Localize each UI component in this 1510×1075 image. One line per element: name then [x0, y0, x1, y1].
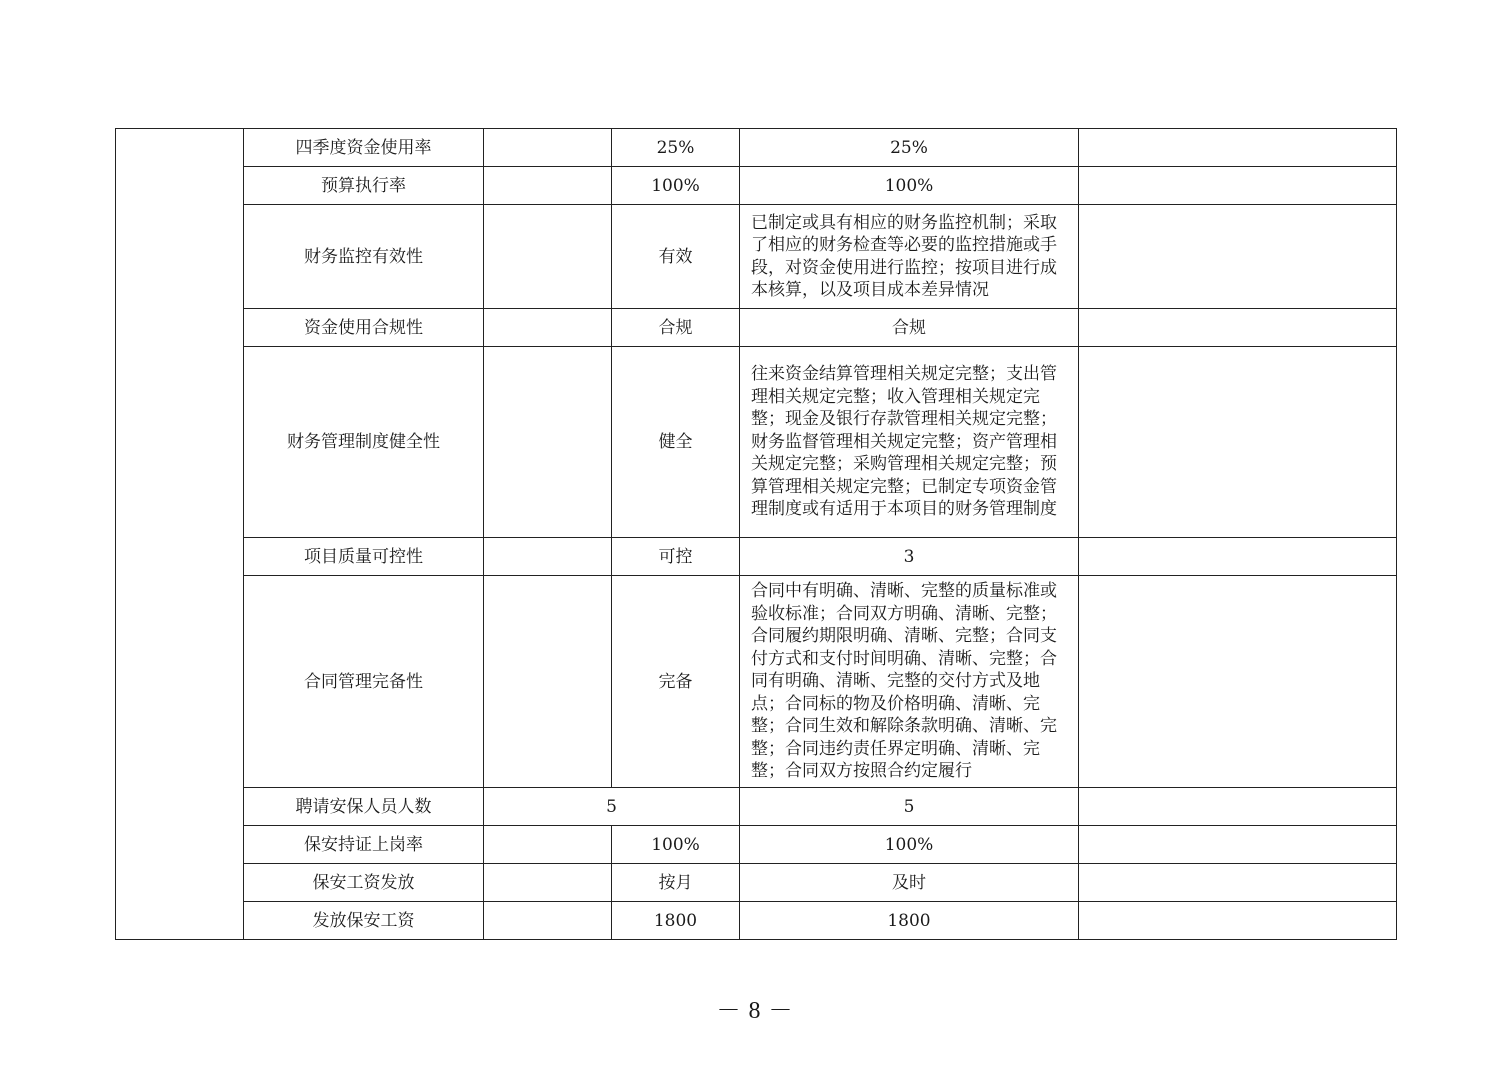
table-row [116, 347, 1397, 538]
sub-indicator-cell [484, 826, 612, 864]
indicator-cell: 预算执行率 [244, 167, 484, 205]
sub-indicator-cell [484, 309, 612, 347]
remark-cell [1079, 826, 1397, 864]
indicator-cell: 合同管理完备性 [244, 576, 484, 788]
target-value-cell: 100% [612, 167, 740, 205]
category-cell [116, 129, 244, 940]
target-value-cell: 1800 [612, 902, 740, 940]
table-row [116, 864, 1397, 902]
remark-cell [1079, 538, 1397, 576]
actual-value-cell: 5 [740, 788, 1079, 826]
target-value-cell: 25% [612, 129, 740, 167]
indicator-cell: 项目质量可控性 [244, 538, 484, 576]
table-row [116, 129, 1397, 167]
target-value-cell: 100% [612, 826, 740, 864]
sub-indicator-cell [484, 864, 612, 902]
sub-indicator-cell [484, 538, 612, 576]
remark-cell [1079, 347, 1397, 538]
table-row [116, 167, 1397, 205]
actual-value-cell: 合同中有明确、清晰、完整的质量标准或验收标准；合同双方明确、清晰、完整；合同履约期限明确、清晰、完整；合同支付方式和支付时间明确、清晰、完整；合同有明确、清晰、完整的交付方式及地点；合同标的物及价格明确、清晰、完整；合同生效和解除条款明确、清晰、完整；合同违约责任界定明确、清晰、完整；合同双方按照合约定履行 [740, 576, 1079, 788]
target-value-cell: 5 [484, 788, 740, 826]
actual-value-cell: 往来资金结算管理相关规定完整；支出管理相关规定完整；收入管理相关规定完整；现金及银行存款管理相关规定完整；财务监督管理相关规定完整；资产管理相关规定完整；采购管理相关规定完整；预算管理相关规定完整；已制定专项资金管理制度或有适用于本项目的财务管理制度 [740, 347, 1079, 538]
indicator-cell: 四季度资金使用率 [244, 129, 484, 167]
indicator-cell: 聘请安保人员人数 [244, 788, 484, 826]
performance-indicator-table [115, 128, 1397, 940]
table-row [116, 576, 1397, 788]
indicator-cell: 财务监控有效性 [244, 205, 484, 309]
sub-indicator-cell [484, 167, 612, 205]
table-row [116, 309, 1397, 347]
sub-indicator-cell [484, 205, 612, 309]
actual-value-cell: 合规 [740, 309, 1079, 347]
actual-value-cell: 已制定或具有相应的财务监控机制；采取了相应的财务检查等必要的监控措施或手段，对资金使用进行监控；按项目进行成本核算，以及项目成本差异情况 [740, 205, 1079, 309]
remark-cell [1079, 205, 1397, 309]
table-row [116, 788, 1397, 826]
actual-value-cell: 1800 [740, 902, 1079, 940]
actual-value-cell: 100% [740, 167, 1079, 205]
remark-cell [1079, 576, 1397, 788]
indicator-cell: 保安工资发放 [244, 864, 484, 902]
remark-cell [1079, 167, 1397, 205]
table-row [116, 205, 1397, 309]
table-row [116, 826, 1397, 864]
remark-cell [1079, 902, 1397, 940]
target-value-cell: 完备 [612, 576, 740, 788]
table-row [116, 538, 1397, 576]
actual-value-cell: 25% [740, 129, 1079, 167]
sub-indicator-cell [484, 129, 612, 167]
target-value-cell: 健全 [612, 347, 740, 538]
target-value-cell: 按月 [612, 864, 740, 902]
page-number: － 8 － [716, 998, 794, 1024]
sub-indicator-cell [484, 902, 612, 940]
indicator-cell: 财务管理制度健全性 [244, 347, 484, 538]
target-value-cell: 合规 [612, 309, 740, 347]
target-value-cell: 可控 [612, 538, 740, 576]
sub-indicator-cell [484, 347, 612, 538]
actual-value-cell: 3 [740, 538, 1079, 576]
remark-cell [1079, 788, 1397, 826]
indicator-cell: 发放保安工资 [244, 902, 484, 940]
target-value-cell: 有效 [612, 205, 740, 309]
indicator-cell: 保安持证上岗率 [244, 826, 484, 864]
sub-indicator-cell [484, 576, 612, 788]
actual-value-cell: 及时 [740, 864, 1079, 902]
remark-cell [1079, 864, 1397, 902]
table-row [116, 902, 1397, 940]
remark-cell [1079, 309, 1397, 347]
remark-cell [1079, 129, 1397, 167]
indicator-cell: 资金使用合规性 [244, 309, 484, 347]
actual-value-cell: 100% [740, 826, 1079, 864]
